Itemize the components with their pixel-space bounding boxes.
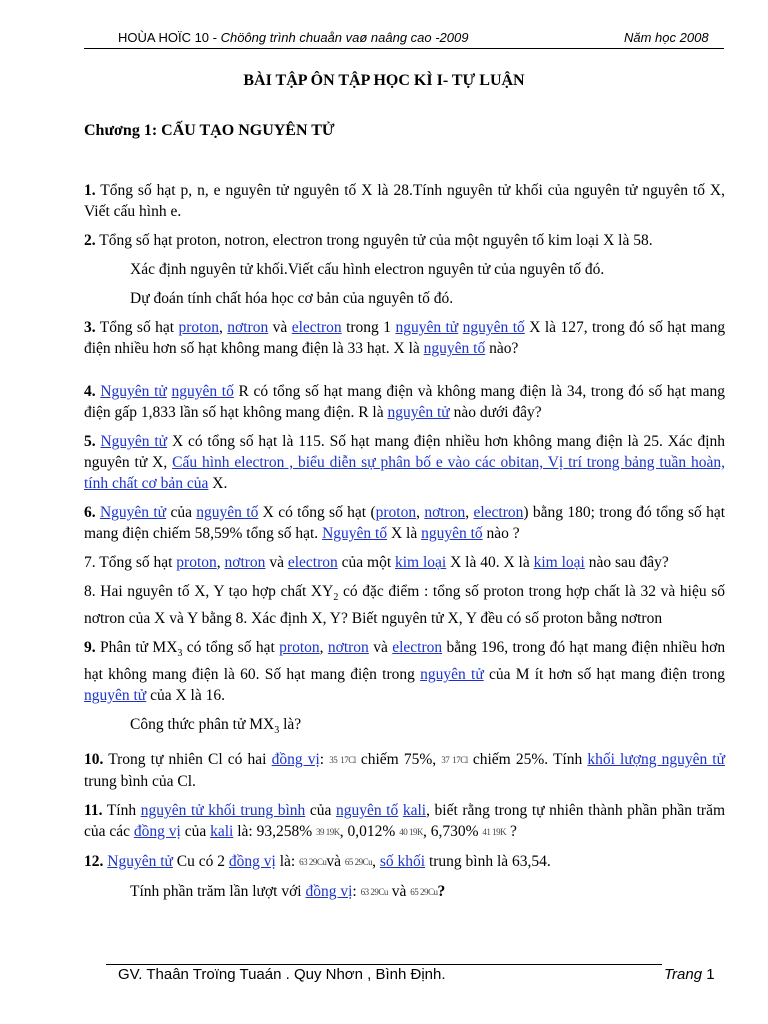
link-so-khoi[interactable]: số khối xyxy=(379,853,426,871)
text: Tính xyxy=(106,802,137,820)
isotope-symbol: 41 19K xyxy=(482,827,507,838)
question-number: 9. xyxy=(84,639,96,657)
link-nguyen-tu[interactable]: Nguyên tử xyxy=(107,853,173,871)
footer-divider xyxy=(106,964,662,965)
text: Công thức phân tử MX xyxy=(130,716,275,734)
text: Hai nguyên tố X, Y tạo hợp chất XY xyxy=(100,583,334,600)
text: là: 93,258% xyxy=(237,823,313,841)
text: của xyxy=(184,823,207,841)
text: chiếm 75%, xyxy=(360,751,437,769)
link-notron[interactable]: nơtron xyxy=(227,319,269,336)
question-number: 3. xyxy=(84,319,96,336)
text: và xyxy=(269,554,284,571)
text: nào? xyxy=(489,340,519,357)
text: , 6,730% xyxy=(422,823,479,841)
text: của X là 16. xyxy=(150,687,225,705)
question-2-part-b: Dự đoán tính chất hóa học cơ bản của nguyên tố đó. xyxy=(130,290,454,307)
question-1 xyxy=(84,180,725,222)
link-kali[interactable]: kali xyxy=(402,802,427,820)
isotope-symbol: 63 29Cu xyxy=(360,887,388,898)
question-9: 9. Phân tử $MX_3$ có tổng số hạt proton, nơtron và electron bằng 196, trong đó hạt mang điện nhiều hơn hạt không mang điện là 60. Số hạt mang điện trong nguyên tử của M ít hơn số hạt mang điện trong nguyên tử của X là 16. xyxy=(84,639,726,705)
text: của một xyxy=(341,554,392,571)
text: X là xyxy=(390,525,418,542)
text: Tổng số hạt xyxy=(99,319,175,336)
text: nào dưới đây? xyxy=(453,404,542,421)
text: : xyxy=(352,883,357,901)
text: trung bình của Cl. xyxy=(84,773,196,791)
link-notron[interactable]: nơtron xyxy=(424,504,466,521)
text: X là 40. X là xyxy=(450,554,530,571)
link-dong-vi[interactable]: đồng vị xyxy=(305,883,353,901)
text: X là 127, trong đó số hạt mang điện nhiều hơn số hạt không mang điện là 33 hạt. X là xyxy=(84,319,726,357)
isotope-symbol: 40 19K xyxy=(399,827,423,838)
link-nguyen-tu[interactable]: nguyên tử xyxy=(387,404,450,421)
question-7: 7. Tổng số hạt proton, nơtron và electron của một kim loại X là 40. X là kim loại nào sau đây? xyxy=(84,554,669,571)
question-9-part xyxy=(84,714,725,741)
header-program: Chöông trình chuaån vaø naâng cao -2009 xyxy=(220,30,469,45)
text: của xyxy=(170,504,192,521)
link-electron[interactable]: electron xyxy=(473,504,524,521)
link-proton[interactable]: proton xyxy=(375,504,417,521)
question-4 xyxy=(84,381,725,423)
text: Tính phần trăm lần lượt với xyxy=(130,883,302,901)
question-5 xyxy=(84,431,725,494)
text: Cu có 2 xyxy=(176,853,225,871)
link-nguyen-to[interactable]: nguyên tố xyxy=(171,383,234,400)
text: trong 1 xyxy=(346,319,391,336)
chapter-heading: Chương 1: CẤU TẠO NGUYÊN TỬ xyxy=(84,122,335,139)
link-dong-vi[interactable]: đồng vị xyxy=(133,823,181,841)
text: và xyxy=(326,853,341,871)
header-left xyxy=(118,30,513,45)
subscript: 2 xyxy=(333,592,339,604)
question-2-part-a: Xác định nguyên tử khối.Viết cấu hình electron nguyên tử của nguyên tố đó. xyxy=(130,261,605,278)
link-electron[interactable]: electron xyxy=(392,639,443,657)
text: R có tổng số hạt mang điện và không mang điện là 34, trong đó số hạt mang điện gấp 1,833 lần số hạt không mang điện. R là xyxy=(84,383,725,421)
text: X có tổng số hạt ( xyxy=(262,504,376,521)
link-nguyen-tu[interactable]: Nguyên tử xyxy=(99,504,167,521)
link-khoi-luong-nguyen-tu[interactable]: khối lượng nguyên tử xyxy=(587,751,726,769)
text: là? xyxy=(283,716,302,734)
link-nguyen-tu[interactable]: nguyên tử xyxy=(420,666,484,684)
link-nguyen-to[interactable]: nguyên tố xyxy=(462,319,525,336)
footer-page-number xyxy=(664,966,715,983)
isotope-symbol: 65 29Cu xyxy=(344,857,373,868)
link-dong-vi[interactable]: đồng vị xyxy=(271,751,320,769)
text: ? xyxy=(437,883,446,901)
link-nguyen-tu[interactable]: nguyên tử xyxy=(84,687,147,705)
question-10: 10. Trong tự nhiên Cl có hai đồng vị: 35 17Cl chiếm 75%, 37 17Cl chiếm 25%. Tính khối lượng nguyên tử trung bình của Cl. xyxy=(84,751,726,791)
text: ) bằng 180; trong đó tổng số hạt mang điện chiếm 58,59% tổng số hạt. xyxy=(84,504,726,542)
text: và xyxy=(391,883,407,901)
link-kim-loai[interactable]: kim loại xyxy=(533,554,585,571)
text: chiếm 25%. Tính xyxy=(472,751,583,769)
text: bằng 196, trong đó hạt mang điện nhiều hơn hạt không mang điện là 60. Số hạt mang điện trong xyxy=(84,639,726,684)
link-proton[interactable]: proton xyxy=(178,319,219,336)
text: , 0,012% xyxy=(339,823,396,841)
text: , biết rằng trong tự nhiên thành phần phần trăm của các xyxy=(84,802,726,841)
text: của xyxy=(309,802,332,820)
page-number: 1 xyxy=(706,966,715,983)
link-nguyen-tu[interactable]: Nguyên tử xyxy=(100,383,167,400)
text: Trong tự nhiên Cl có hai xyxy=(108,751,267,769)
link-nguyen-to[interactable]: nguyên tố xyxy=(423,340,486,357)
text: Phân tử MX xyxy=(100,639,178,657)
question-number: 6. xyxy=(84,504,96,521)
isotope-symbol: 35 17Cl xyxy=(329,755,356,766)
subscript: 3 xyxy=(177,648,183,660)
link-nguyen-to[interactable]: nguyên tố xyxy=(421,525,483,542)
link-notron[interactable]: nơtron xyxy=(327,639,369,657)
link-nguyen-tu-khoi[interactable]: nguyên tử khối trung bình xyxy=(140,802,306,820)
text: của M ít hơn số hạt mang điện trong xyxy=(488,666,726,684)
question-2 xyxy=(84,230,725,251)
question-number: 10. xyxy=(84,751,104,769)
text: là: xyxy=(279,853,296,871)
link-proton[interactable]: proton xyxy=(279,639,320,657)
text: nào sau đây? xyxy=(588,554,669,571)
question-number: 11. xyxy=(84,802,103,820)
question-number: 2. xyxy=(84,232,96,249)
link-proton[interactable]: proton xyxy=(176,554,217,571)
text: , xyxy=(372,853,376,871)
text: và xyxy=(272,319,288,336)
link-notron[interactable]: nơtron xyxy=(224,554,266,571)
header-school-year: Năm học 2008 xyxy=(624,30,709,45)
link-electron[interactable]: electron xyxy=(291,319,342,336)
isotope-symbol: 65 29Cu xyxy=(410,887,438,898)
text: ? xyxy=(509,823,517,841)
link-electron[interactable]: electron xyxy=(287,554,338,571)
isotope-symbol: 63 29Cu xyxy=(299,857,327,868)
question-number: 5. xyxy=(84,433,96,450)
text: X. xyxy=(212,475,228,492)
link-kim-loai[interactable]: kim loại xyxy=(395,554,447,571)
link-electron-configuration[interactable]: Cấu hình electron , biểu diễn sự phân bố e vào các obitan, Vị trí trong bảng tuần hoàn, tính chất cơ bản của xyxy=(84,454,726,492)
question-number: 12. xyxy=(84,853,104,871)
text: X có tổng số hạt là 115. Số hạt mang điện nhiều hơn không mang điện là 25. Xác định nguyên tử X, xyxy=(84,433,726,471)
question-12-part xyxy=(84,881,725,903)
text: và xyxy=(373,639,388,657)
text: trung bình là 63,54. xyxy=(428,853,551,871)
link-nguyen-to[interactable]: nguyên tố xyxy=(196,504,259,521)
isotope-symbol: 37 17Cl xyxy=(441,755,468,766)
question-8 xyxy=(84,581,725,629)
question-number: 4. xyxy=(84,383,96,400)
header-divider xyxy=(84,48,724,49)
question-3: 3. Tổng số hạt proton, nơtron và electron trong 1 nguyên tử nguyên tố X là 127, trong đó số hạt mang điện nhiều hơn số hạt không mang điện là 33 hạt. X là nguyên tố nào? xyxy=(84,319,726,357)
page-label: Trang xyxy=(664,966,703,983)
link-dong-vi[interactable]: đồng vị xyxy=(228,853,276,871)
footer-author: GV. Thaân Troïng Tuaán . Quy Nhơn , Bình Định. xyxy=(118,966,446,983)
link-nguyen-tu[interactable]: nguyên tử xyxy=(395,319,459,336)
text: Tổng số hạt xyxy=(99,554,173,571)
link-kali[interactable]: kali xyxy=(210,823,234,841)
link-nguyen-to[interactable]: Nguyên tố xyxy=(322,525,388,542)
page-title: BÀI TẬP ÔN TẬP HỌC KÌ I- TỰ LUẬN xyxy=(243,72,525,89)
question-11 xyxy=(84,800,725,843)
question-number: 7. xyxy=(84,554,96,571)
question-number: 8. xyxy=(84,583,96,600)
text: nào ? xyxy=(486,525,520,542)
question-number: 1. xyxy=(84,182,96,199)
text: có đặc điểm : tổng số proton trong hợp chất là 32 và hiệu số nơtron của X và Y bằng 8. Xác định X, Y? Biết nguyên tử X, Y đều có số proton bằng nơtron xyxy=(84,583,726,628)
question-6: 6. Nguyên tử của nguyên tố X có tổng số hạt (proton, nơtron, electron) bằng 180; trong đó tổng số hạt mang điện chiếm 58,59% tổng số hạt. Nguyên tố X là nguyên tố nào ? xyxy=(84,504,726,542)
text: có tổng số hạt xyxy=(186,639,275,657)
isotope-symbol: 39 19K xyxy=(316,827,340,838)
question-text: Tổng số hạt proton, notron, electron trong nguyên tử của một nguyên tố kim loại X là 58. xyxy=(99,232,653,249)
question-12 xyxy=(84,851,725,873)
exercise-list xyxy=(84,180,725,911)
subscript: 3 xyxy=(274,725,280,737)
link-nguyen-tu[interactable]: Nguyên tử xyxy=(100,433,168,450)
link-nguyen-to[interactable]: nguyên tố xyxy=(335,802,399,820)
spacer xyxy=(84,367,725,381)
header-subject: HOÙA HOÏC 10 - xyxy=(118,30,221,45)
question-text: Tổng số hạt p, n, e nguyên tử nguyên tố X là 28.Tính nguyên tử khối của nguyên tử nguyên tố X, Viết cấu hình e. xyxy=(84,182,725,220)
